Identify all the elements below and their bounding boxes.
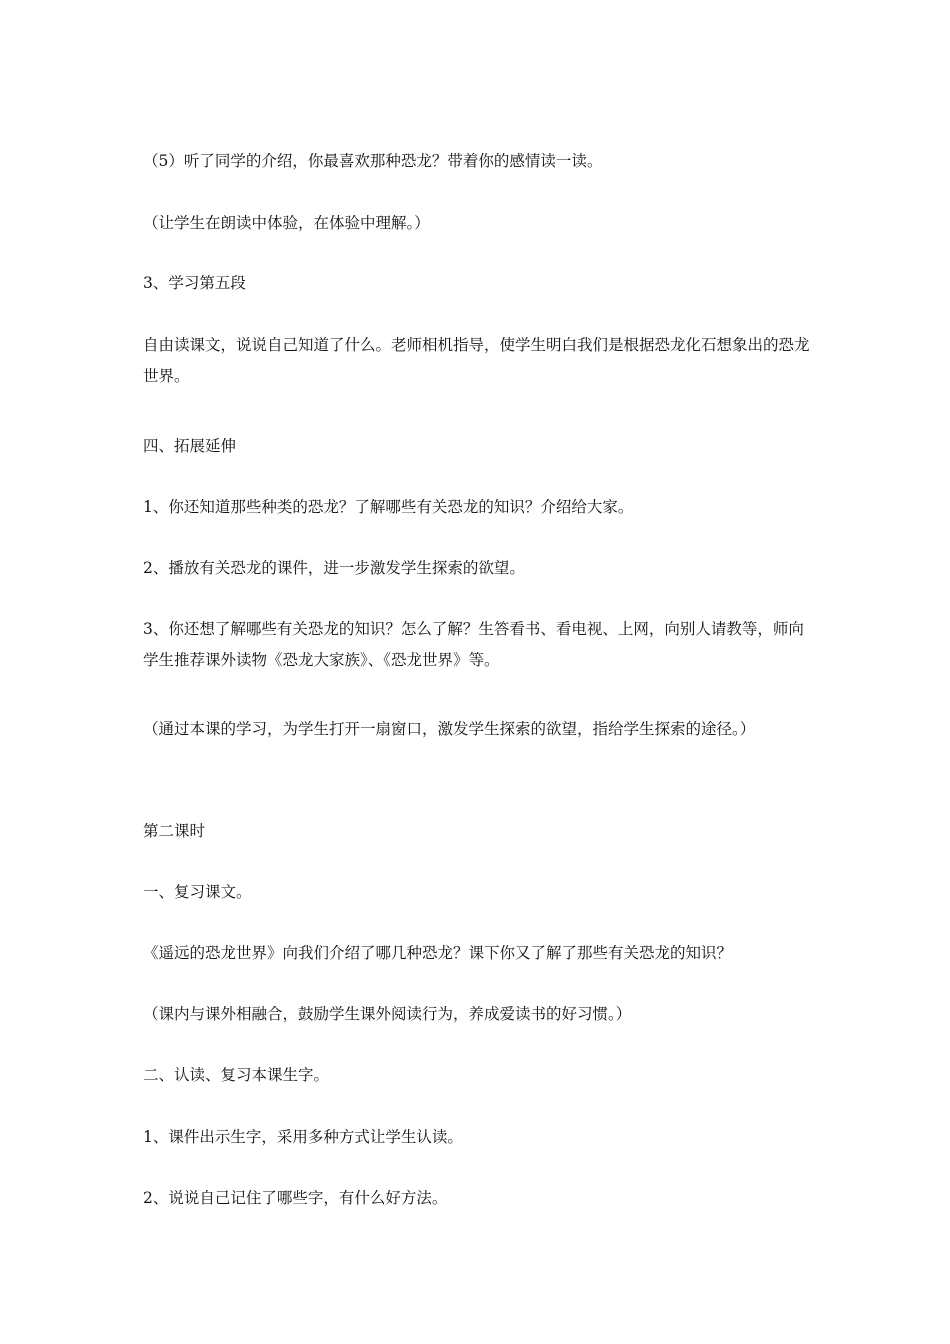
paragraph-note-1: （让学生在朗读中体验，在体验中理解。）: [143, 214, 430, 232]
heading-review-characters: 二、认读、复习本课生字。: [143, 1066, 330, 1084]
heading-extension: 四、拓展延伸: [143, 437, 237, 455]
paragraph-characters-2: 2、说说自己记住了哪些字，有什么好方法。: [143, 1189, 448, 1207]
heading-second-lesson: 第二课时: [143, 822, 206, 840]
paragraph-note-3: （课内与课外相融合，鼓励学生课外阅读行为，养成爱读书的好习惯。）: [143, 1005, 632, 1023]
paragraph-note-2: （通过本课的学习，为学生打开一扇窗口，激发学生探索的欲望，指给学生探索的途径。）: [143, 720, 756, 738]
paragraph-step-5: （5）听了同学的介绍，你最喜欢那种恐龙？带着你的感情读一读。: [143, 152, 603, 170]
paragraph-review-question: 《遥远的恐龙世界》向我们介绍了哪几种恐龙？课下你又了解了那些有关恐龙的知识？: [143, 944, 733, 962]
paragraph-characters-1: 1、课件出示生字，采用多种方式让学生认读。: [143, 1128, 463, 1146]
heading-study-paragraph-5: 3、学习第五段: [143, 274, 246, 292]
heading-review-text: 一、复习课文。: [143, 883, 252, 901]
paragraph-extension-1: 1、你还知道那些种类的恐龙？了解哪些有关恐龙的知识？介绍给大家。: [143, 498, 634, 516]
paragraph-free-reading: 自由读课文，说说自己知道了什么。老师相机指导，使学生明白我们是根据恐龙化石想象出的恐龙世界。: [143, 336, 810, 385]
paragraph-extension-2: 2、播放有关恐龙的课件，进一步激发学生探索的欲望。: [143, 559, 525, 577]
paragraph-extension-3: 3、你还想了解哪些有关恐龙的知识？怎么了解？生答看书、看电视、上网，向别人请教等，师向学生推荐课外读物《恐龙大家族》、《恐龙世界》等。: [143, 620, 804, 669]
